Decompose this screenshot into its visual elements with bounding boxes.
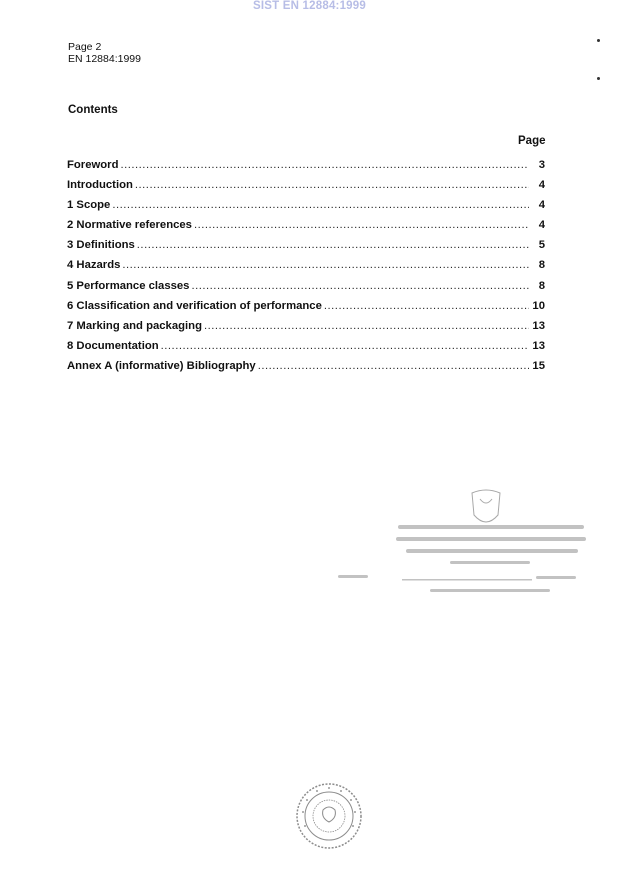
toc-entry[interactable] bbox=[67, 179, 545, 199]
toc-entry[interactable] bbox=[67, 239, 545, 259]
toc-entry-page: 10 bbox=[532, 299, 545, 312]
toc-entry-page: 13 bbox=[532, 339, 545, 352]
toc-dot-leader bbox=[161, 340, 529, 352]
toc-entry-title: 5 Performance classes bbox=[67, 279, 190, 292]
toc-dot-leader bbox=[194, 219, 529, 231]
toc-entry-title: 6 Classification and verification of performance bbox=[67, 299, 322, 312]
scan-speck bbox=[597, 77, 600, 80]
toc-entry-page: 3 bbox=[538, 159, 545, 171]
toc-dot-leader bbox=[112, 199, 529, 211]
faint-institution-stamp bbox=[330, 485, 590, 600]
page-column-label: Page bbox=[518, 135, 546, 147]
toc-dot-leader bbox=[191, 280, 529, 292]
toc-dot-leader bbox=[258, 360, 529, 372]
toc-entry-page: 13 bbox=[532, 319, 545, 332]
toc-entry[interactable] bbox=[67, 219, 545, 239]
toc-dot-leader bbox=[135, 179, 529, 191]
page-number: Page 2 bbox=[68, 41, 102, 53]
toc-entry[interactable] bbox=[67, 259, 545, 279]
toc-entry-title: 8 Documentation bbox=[67, 339, 159, 352]
toc-entry-page: 4 bbox=[538, 199, 545, 212]
toc-entry-title: 2 Normative references bbox=[67, 219, 192, 232]
round-seal bbox=[295, 782, 363, 850]
toc-entry-title: Annex A (informative) Bibliography bbox=[67, 359, 256, 372]
page-header bbox=[68, 41, 141, 65]
toc-entry-page: 4 bbox=[538, 219, 545, 232]
document-watermark: SIST EN 12884:1999 bbox=[253, 0, 366, 12]
toc-entry-page: 8 bbox=[538, 259, 545, 272]
toc-entry[interactable] bbox=[67, 360, 545, 380]
contents-heading: Contents bbox=[68, 104, 118, 116]
toc-entry[interactable] bbox=[67, 199, 545, 219]
toc-entry-title: Foreword bbox=[67, 159, 119, 171]
toc-entry[interactable] bbox=[67, 300, 545, 320]
toc-entry-page: 8 bbox=[538, 279, 545, 292]
toc-entry-title: 1 Scope bbox=[67, 199, 111, 212]
toc-entry[interactable] bbox=[67, 280, 545, 300]
toc-dot-leader bbox=[204, 320, 529, 332]
toc-entry-page: 5 bbox=[538, 239, 545, 252]
toc-dot-leader bbox=[137, 239, 529, 251]
table-of-contents bbox=[67, 159, 545, 380]
toc-entry-title: 7 Marking and packaging bbox=[67, 319, 202, 332]
toc-dot-leader bbox=[324, 300, 529, 312]
toc-entry-title: Introduction bbox=[67, 179, 133, 192]
standard-number: EN 12884:1999 bbox=[68, 53, 141, 65]
toc-entry-title: 3 Definitions bbox=[67, 239, 135, 252]
toc-entry[interactable] bbox=[67, 320, 545, 340]
toc-entry-page: 4 bbox=[538, 179, 545, 192]
toc-dot-leader bbox=[120, 159, 529, 171]
toc-entry-page: 15 bbox=[532, 359, 545, 372]
toc-entry[interactable] bbox=[67, 159, 545, 179]
toc-entry[interactable] bbox=[67, 340, 545, 360]
toc-dot-leader bbox=[122, 259, 529, 271]
toc-entry-title: 4 Hazards bbox=[67, 259, 121, 272]
scan-speck bbox=[597, 39, 600, 42]
